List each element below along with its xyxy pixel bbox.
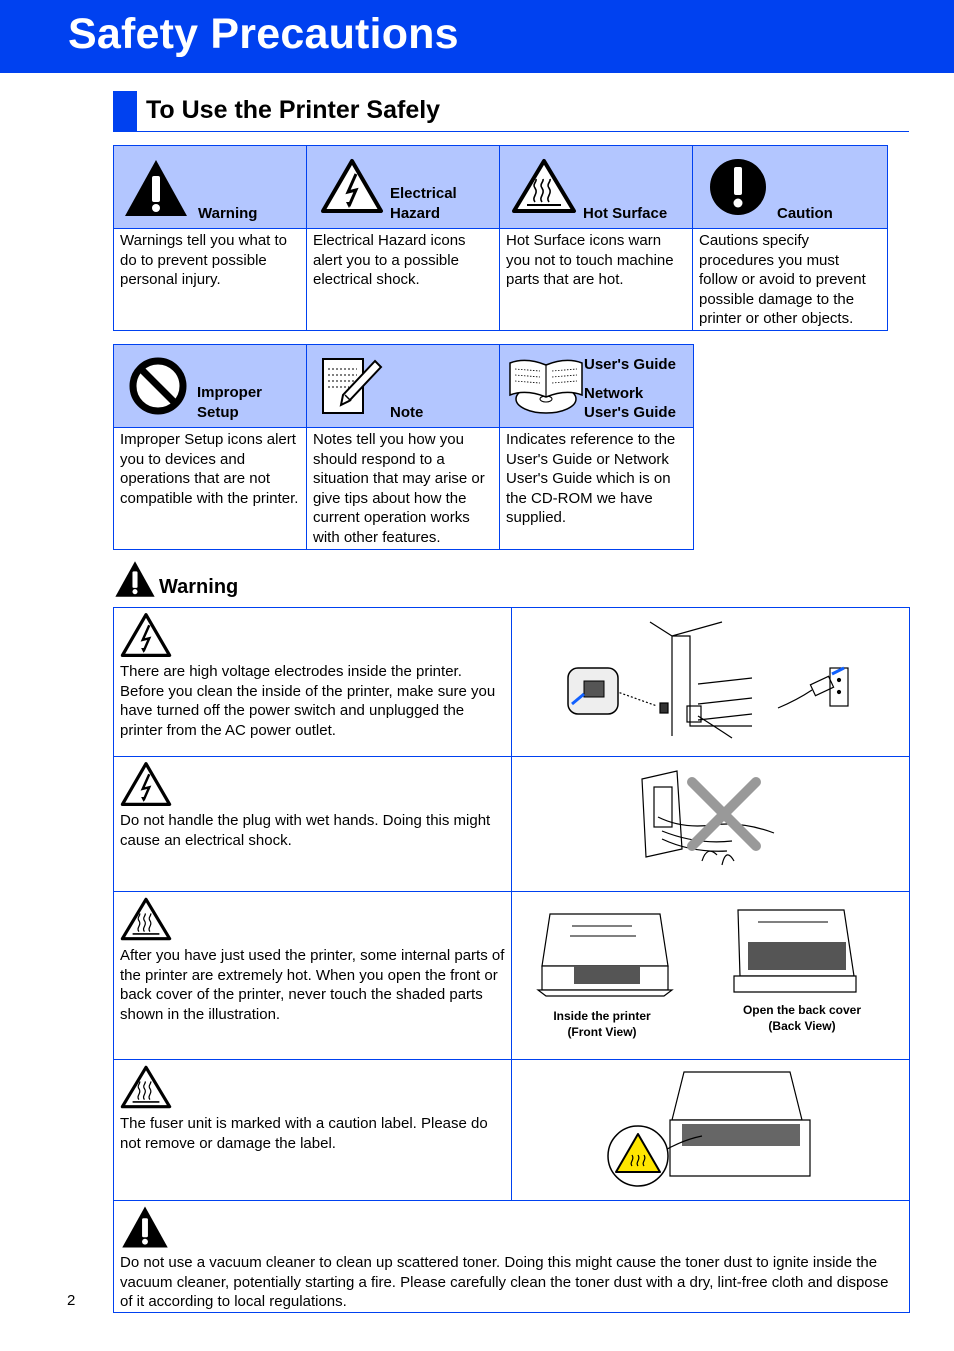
legend-hot-surface-desc: Hot Surface icons warn you not to touch machine parts that are hot. — [500, 229, 693, 331]
legend-electrical-header — [307, 146, 500, 229]
legend-note-label: Note — [390, 404, 424, 421]
hot-surface-icon — [120, 1064, 172, 1110]
section-title: To Use the Printer Safely — [146, 96, 441, 124]
legend-improper-setup-desc: Improper Setup icons alert you to devices and operations that are not compatible with the printer. — [114, 428, 307, 550]
warning-triangle-icon — [120, 1205, 170, 1249]
caption-back-view — [732, 1002, 872, 1034]
warning-row-1-illustration — [512, 608, 910, 757]
warning-table — [113, 607, 910, 1313]
caption-back-view-line-1: Open the back cover — [742, 1003, 862, 1017]
warning-row-3-text-cell — [114, 892, 512, 1060]
warning-row-3-text: After you have just used the printer, some internal parts of the printer are extremely hot. When you open the front or back cover of the printer, never touch the shaded parts shown in the illustration. — [120, 947, 505, 1023]
warning-row-4-illustration — [512, 1060, 910, 1201]
warning-heading-text: Warning — [159, 576, 239, 598]
legend-electrical-label-1: Electrical — [390, 185, 457, 202]
hot-surface-icon — [511, 158, 577, 214]
legend-note-header — [307, 345, 500, 428]
icon-legend-table-1 — [113, 145, 888, 331]
warning-row-5-text: Do not use a vacuum cleaner to clean up scattered toner. Doing this might cause the toner dust to ignite inside the vacuum cleaner, potentially starting a fire. Please carefully clean the toner dust with a dry, lint-free cloth and dispose of it according to local regulations. — [120, 1254, 889, 1310]
electrical-hazard-icon — [120, 761, 172, 807]
warning-row-4-text: The fuser unit is marked with a caution label. Please do not remove or damage the label. — [120, 1115, 488, 1152]
legend-users-guide-label: User's Guide — [584, 356, 676, 373]
caption-back-view-line-2: (Back View) — [768, 1019, 836, 1033]
caption-front-view-line-1: Inside the printer — [553, 1009, 651, 1023]
page-title: Safety Precautions — [68, 10, 459, 58]
legend-improper-setup-label-1: Improper — [197, 384, 263, 401]
warning-row-1-text: There are high voltage electrodes inside the printer. Before you clean the inside of the printer, make sure you have turned off the power switch and unplugged the printer from the AC power outlet. — [120, 663, 496, 739]
hot-surface-icon — [120, 896, 172, 942]
legend-caution-label: Caution — [777, 205, 833, 222]
page-header — [0, 0, 954, 73]
warning-row-2-text-cell — [114, 757, 512, 892]
legend-hot-surface-header — [500, 146, 693, 229]
page-number: 2 — [67, 1292, 76, 1309]
caution-exclamation-icon — [709, 158, 767, 216]
legend-hot-surface-label: Hot Surface — [583, 205, 668, 222]
icon-legend-table-2 — [113, 344, 694, 550]
legend-electrical-desc: Electrical Hazard icons alert you to a possible electrical shock. — [307, 229, 500, 331]
prohibited-icon — [128, 356, 188, 416]
legend-improper-setup-header — [114, 345, 307, 428]
warning-triangle-icon — [123, 158, 189, 218]
warning-row-1-text-cell — [114, 608, 512, 757]
legend-warning-desc: Warnings tell you what to do to prevent possible personal injury. — [114, 229, 307, 331]
warning-row-2-illustration — [512, 757, 910, 892]
legend-network-label-2: User's Guide — [584, 404, 676, 421]
legend-electrical-label-2: Hazard — [390, 205, 441, 222]
legend-warning-label: Warning — [198, 205, 258, 222]
legend-improper-setup-label-2: Setup — [197, 404, 239, 421]
electrical-hazard-icon — [320, 158, 384, 214]
section-underline — [113, 131, 909, 132]
caption-front-view-line-2: (Front View) — [567, 1025, 637, 1039]
section-marker — [113, 91, 137, 132]
legend-network-label-1: Network — [584, 385, 644, 402]
warning-triangle-icon — [114, 560, 156, 598]
note-pencil-icon — [319, 355, 385, 417]
legend-caution-header — [693, 146, 888, 229]
legend-note-desc: Notes tell you how you should respond to a situation that may arise or give tips about how the current operation works with other features. — [307, 428, 500, 550]
caption-front-view — [532, 1008, 672, 1040]
legend-users-guide-header — [500, 345, 694, 428]
legend-caution-desc: Cautions specify procedures you must follow or avoid to prevent possible damage to the printer or other objects. — [693, 229, 888, 331]
warning-row-5-text-cell — [114, 1201, 910, 1313]
wet-hands-plug-illustration — [512, 757, 908, 886]
warning-heading — [114, 560, 239, 603]
fuser-caution-label-illustration — [512, 1060, 908, 1195]
printer-unplug-illustration — [512, 608, 908, 751]
warning-row-3-illustration — [512, 892, 910, 1060]
legend-warning-header — [114, 146, 307, 229]
legend-users-guide-desc: Indicates reference to the User's Guide or Network User's Guide which is on the CD-ROM we have supplied. — [500, 428, 694, 550]
warning-row-4-text-cell — [114, 1060, 512, 1201]
warning-row-2-text: Do not handle the plug with wet hands. Doing this might cause an electrical shock. — [120, 812, 491, 849]
book-cdrom-icon — [506, 357, 586, 415]
electrical-hazard-icon — [120, 612, 172, 658]
